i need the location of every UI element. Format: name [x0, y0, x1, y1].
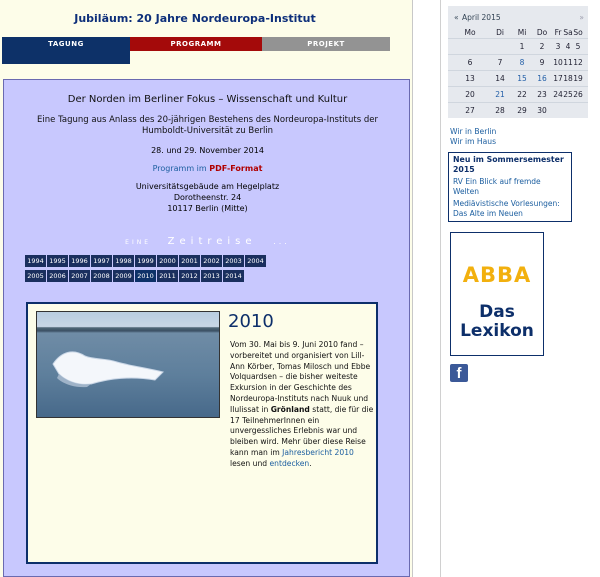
divider [412, 0, 413, 577]
abba-logo: ABBA [462, 263, 532, 287]
year-button[interactable]: 2005 [25, 270, 46, 282]
calendar-day: 12 [573, 58, 583, 67]
tab-projekt[interactable] [262, 37, 390, 51]
calendar-prev-button[interactable]: « [454, 13, 459, 22]
zeitreise-dots: ... [273, 237, 290, 246]
calendar-title: April 2015 [462, 13, 501, 22]
iceberg-icon [51, 346, 171, 388]
page-title: Jubiläum: 20 Jahre Nordeuropa-Institut [74, 12, 316, 25]
abba-subtitle [451, 303, 543, 341]
news-title: Neu im Sommersemester 2015 [453, 155, 564, 174]
calendar-day: 10 [553, 58, 563, 67]
year-button[interactable]: 2006 [47, 270, 68, 282]
calendar-rule [448, 54, 588, 55]
year-button[interactable]: 1997 [91, 255, 112, 267]
event-title: Der Norden im Berliner Fokus – Wissenschaft und Kultur [67, 94, 348, 105]
calendar-rule [448, 38, 588, 39]
year-card [26, 302, 378, 564]
abba-line: Das [479, 302, 515, 322]
tab-label: PROJEKT [307, 40, 345, 48]
card-text: lesen und [230, 458, 270, 468]
card-year: 2010 [228, 311, 274, 332]
abba-line: Lexikon [460, 321, 534, 341]
weekday: Do [536, 28, 548, 37]
calendar-day: 23 [537, 90, 547, 99]
facebook-icon[interactable]: f [450, 364, 468, 382]
year-button[interactable]: 1994 [25, 255, 46, 267]
year-button[interactable]: 2008 [91, 270, 112, 282]
event-subtitle [4, 115, 411, 137]
year-button[interactable]: 1995 [47, 255, 68, 267]
year-button[interactable]: 2011 [157, 270, 178, 282]
calendar-day: 9 [539, 58, 545, 67]
sidebar-link-wir-in-berlin[interactable]: Wir in Berlin [450, 127, 497, 136]
calendar-day[interactable]: 15 [517, 74, 527, 83]
address-line: Universitätsgebäude am Hegelplatz [135, 182, 280, 191]
card-text: Vom 30. Mai bis 9. Juni 2010 fand – vorbereitet und organisiert von Lill-Ann Körber, Tomas Milosch und Ebbe Volquardsen – die bisher weiteste Exkursion in der Geschichte des Nordeuropa-Instituts nach Nuuk und Ilulissat in [230, 340, 371, 414]
program-link[interactable] [4, 164, 411, 173]
event-address [4, 181, 411, 214]
weekday: So [573, 28, 583, 37]
greenland-iceberg-photo [36, 311, 220, 418]
year-row-1 [25, 255, 271, 267]
subtitle-line: Eine Tagung aus Anlass des 20-jährigen Bestehens des Nordeuropa-Instituts der [37, 115, 378, 125]
weekday: Mo [464, 28, 476, 37]
year-button[interactable]: 2000 [157, 255, 178, 267]
address-line: 10117 Berlin (Mitte) [167, 204, 248, 213]
entdecken-link[interactable]: entdecken [269, 458, 310, 468]
weekday: Sa [563, 28, 573, 37]
year-button[interactable]: 2007 [69, 270, 90, 282]
year-button-selected[interactable]: 2010 [135, 270, 156, 282]
news-item[interactable]: Mediävistische Vorlesungen: Das Alte im Neuen [453, 199, 560, 218]
calendar-next-button[interactable]: » [579, 13, 584, 22]
tab-label: PROGRAMM [170, 40, 222, 48]
event-date: 28. und 29. November 2014 [151, 146, 264, 155]
calendar-day: 20 [465, 90, 475, 99]
weekday: Mi [517, 28, 527, 37]
calendar-day: 2 [539, 42, 545, 51]
tab-programm[interactable] [130, 37, 262, 51]
calendar-day[interactable]: 21 [495, 90, 505, 99]
calendar-day: 7 [497, 58, 503, 67]
sidebar-links [450, 127, 496, 147]
calendar-day: 17 [553, 74, 563, 83]
tab-label: TAGUNG [48, 40, 84, 48]
year-button[interactable]: 1998 [113, 255, 134, 267]
calendar-day: 4 [565, 42, 571, 51]
divider [440, 0, 441, 577]
calendar-day: 22 [517, 90, 527, 99]
calendar-day: 18 [563, 74, 573, 83]
calendar-day[interactable]: 8 [519, 58, 525, 67]
calendar-rule [448, 70, 588, 71]
calendar-day: 3 [555, 42, 561, 51]
tab-bar [2, 37, 390, 63]
calendar-day: 24 [553, 90, 563, 99]
calendar-day[interactable]: 16 [537, 74, 547, 83]
year-button[interactable]: 2002 [201, 255, 222, 267]
calendar-day: 11 [563, 58, 573, 67]
calendar-day: 25 [563, 90, 573, 99]
calendar-day: 5 [575, 42, 581, 51]
zeitreise-big: Zeitreise [167, 236, 257, 247]
subtitle-line: Humboldt-Universität zu Berlin [141, 126, 274, 136]
zeitreise-heading [4, 236, 411, 247]
weekday: Fr [554, 28, 562, 37]
calendar-day: 13 [465, 74, 475, 83]
calendar-day: 19 [573, 74, 583, 83]
card-text: . [309, 458, 312, 468]
year-button[interactable]: 2013 [201, 270, 222, 282]
calendar-day: 30 [537, 106, 547, 115]
calendar-day: 1 [519, 42, 525, 51]
jahresbericht-link[interactable]: Jahresbericht 2010 [282, 447, 354, 457]
tab-tagung[interactable] [2, 37, 130, 64]
calendar-day: 6 [467, 58, 473, 67]
calendar-day: 28 [495, 106, 505, 115]
calendar-widget [448, 6, 588, 118]
calendar-day: 27 [465, 106, 475, 115]
event-panel [3, 79, 410, 577]
calendar-rule [448, 86, 588, 87]
news-box [448, 152, 572, 222]
zeitreise-small: EINE [125, 239, 152, 246]
card-text: statt, die für die 17 TeilnehmerInnen ein unvergessliches Erlebnis war und bleiben wird. Mehr über diese Reise kann man im [230, 404, 374, 457]
weekday: Di [496, 28, 504, 37]
program-prefix: Programm im [152, 164, 210, 173]
year-button[interactable]: 2014 [223, 270, 244, 282]
address-line: Dorotheenstr. 24 [173, 193, 242, 202]
year-button[interactable]: 1999 [135, 255, 156, 267]
calendar-day: 29 [517, 106, 527, 115]
news-item[interactable]: RV Ein Blick auf fremde Welten [453, 177, 541, 196]
card-bold: Grönland [270, 404, 310, 414]
year-button[interactable]: 2012 [179, 270, 200, 282]
year-button[interactable]: 2009 [113, 270, 134, 282]
calendar-day: 14 [495, 74, 505, 83]
calendar-rule [448, 102, 588, 103]
year-row-2 [25, 270, 271, 282]
pdf-format-link[interactable]: PDF-Format [209, 164, 263, 173]
sidebar-link-wir-im-haus[interactable]: Wir im Haus [450, 137, 497, 146]
year-button[interactable]: 1996 [69, 255, 90, 267]
card-description [230, 340, 374, 470]
calendar-day: 26 [573, 90, 583, 99]
year-button[interactable]: 2004 [245, 255, 266, 267]
year-button[interactable]: 2001 [179, 255, 200, 267]
year-button[interactable]: 2003 [223, 255, 244, 267]
abba-lexikon-promo[interactable] [450, 232, 544, 356]
